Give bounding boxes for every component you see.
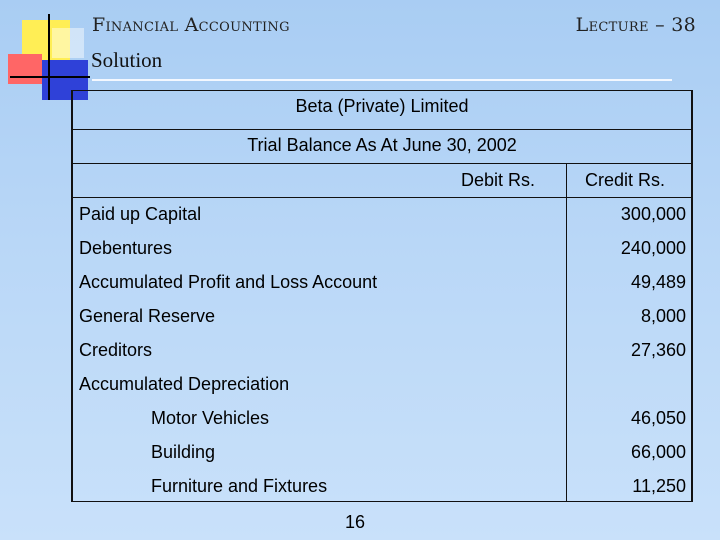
table-row [0, 436, 720, 470]
row-label: Furniture and Fixtures [151, 476, 328, 496]
course-title: Financial Accounting [92, 14, 290, 36]
table-row [0, 300, 720, 334]
company-name: Beta (Private) Limited [295, 96, 469, 116]
table-row [0, 334, 720, 368]
slide-subtitle: Solution [91, 48, 163, 72]
row-credit-amount: 27,360 [630, 340, 686, 360]
logo-vertical-line [48, 14, 50, 100]
logo-square-red [8, 54, 42, 84]
table-border-top [71, 90, 693, 91]
row-label: Building [151, 442, 216, 462]
debit-column-header: Debit Rs. [461, 170, 536, 190]
row-label: General Reserve [79, 306, 216, 326]
row-credit-amount: 8,000 [640, 306, 686, 326]
title-rule [92, 79, 672, 81]
table-row [0, 368, 720, 402]
row-credit-amount: 66,000 [630, 442, 686, 462]
credit-column-header: Credit Rs. [585, 170, 666, 190]
row-label: Accumulated Profit and Loss Account [79, 272, 378, 292]
table-row [0, 266, 720, 300]
table-row [0, 402, 720, 436]
table-rule-company [71, 129, 693, 130]
row-credit-amount: 49,489 [630, 272, 686, 292]
table-row [0, 470, 720, 504]
row-credit-amount: 46,050 [630, 408, 686, 428]
trial-balance-title: Trial Balance As At June 30, 2002 [247, 135, 517, 155]
row-credit-amount: 300,000 [620, 204, 686, 224]
lecture-number: Lecture – 38 [575, 14, 696, 36]
row-label: Debentures [79, 238, 173, 258]
row-label: Motor Vehicles [151, 408, 270, 428]
table-rule-title [71, 163, 693, 164]
page-number: 16 [345, 512, 366, 532]
table-row [0, 198, 720, 232]
row-label: Paid up Capital [79, 204, 202, 224]
row-label: Accumulated Depreciation [79, 374, 290, 394]
row-label: Creditors [79, 340, 153, 360]
logo-square-light [52, 28, 84, 58]
row-credit-amount: 11,250 [632, 476, 686, 496]
logo-horizontal-line [10, 76, 90, 78]
table-row [0, 232, 720, 266]
row-credit-amount: 240,000 [620, 238, 686, 258]
trial-balance-rows [0, 198, 720, 504]
